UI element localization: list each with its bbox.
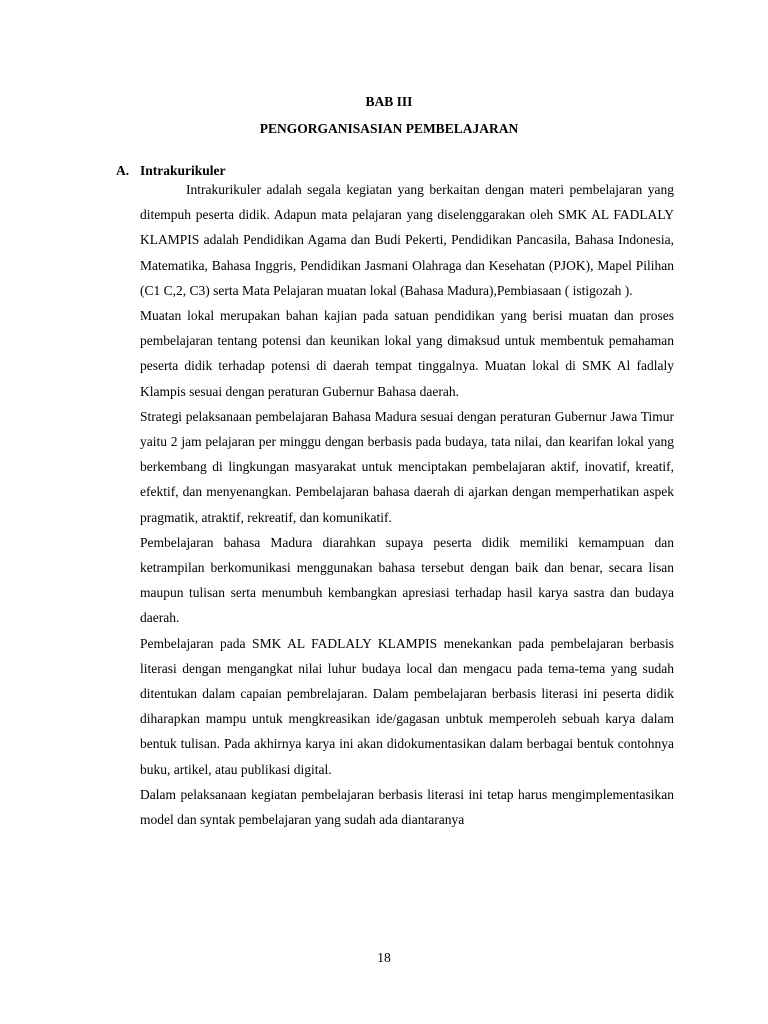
section-letter: A. bbox=[116, 163, 130, 178]
paragraph-muatan-lokal: Muatan lokal merupakan bahan kajian pada satuan pendidikan yang berisi muatan dan proses pembelajaran tentang potensi dan keunikan lokal yang dimaksud untuk membentuk pemahaman peserta didik terhadap potensi di daerah tempat tinggalnya. Muatan lokal di SMK Al fadlaly Klampis sesuai dengan peraturan Gubernur Bahasa daerah. bbox=[140, 308, 674, 399]
paragraph-strategi: Strategi pelaksanaan pembelajaran Bahasa Madura sesuai dengan peraturan Gubernur Jawa Timur yaitu 2 jam pelajaran per minggu dengan berbasis pada budaya, tata nilai, dan kearifan lokal yang berkembang di lingkungan masyarakat untuk menciptakan pembelajaran aktif, inovatif, kreatif, efektif, dan menyenangkan. Pembelajaran bahasa daerah di ajarkan dengan memperhatikan aspek pragmatik, atraktif, rekreatif, dan komunikatif. bbox=[140, 408, 674, 525]
paragraph-pelaksanaan: Dalam pelaksanaan kegiatan pembelajaran berbasis literasi ini tetap harus mengimplementasikan model dan syntak pembelajaran yang sudah ada diantaranya bbox=[140, 786, 674, 828]
page-number: 18 bbox=[377, 950, 391, 965]
chapter-title: PENGORGANISASIAN PEMBELAJARAN bbox=[259, 121, 519, 136]
paragraph-intrakurikuler: Intrakurikuler adalah segala kegiatan yang berkaitan dengan materi pembelajaran yang ditempuh peserta didik. Adapun mata pelajaran yang diselenggarakan oleh SMK AL FADLALY KLAMPIS adalah Pendidikan Agama dan Budi Pekerti, Pendidikan Pancasila, Bahasa Indonesia, Matematika, Bahasa Inggris, Pendidikan Jasmani Olahraga dan Kesehatan (PJOK), Mapel Pilihan (C1 C,2, C3) serta Mata Pelajaran muatan lokal (Bahasa Madura),Pembiasaan ( istigozah ). bbox=[140, 182, 674, 298]
chapter-number: BAB III bbox=[365, 94, 413, 109]
paragraph-literasi: Pembelajaran pada SMK AL FADLALY KLAMPIS menekankan pada pembelajaran berbasis literasi dengan mengangkat nilai luhur budaya local dan mengacu pada tema-tema yang sudah ditentukan dalam capaian pembrelajaran. Dalam pembelajaran berbasis literasi ini peserta didik diharapkan mampu untuk mengkreasikan ide/gagasan unbtuk memperoleh sebuah karya dalam bentuk tulisan. Pada akhirnya karya ini akan didokumentasikan dalam berbagai bentuk contohnya buku, artikel, atau publikasi digital. bbox=[140, 635, 674, 777]
paragraph-bahasa-madura: Pembelajaran bahasa Madura diarahkan supaya peserta didik memiliki kemampuan dan ketrampilan berkomunikasi menggunakan bahasa tersebut dengan baik dan benar, secara lisan maupun tulisan serta menumbuh kembangkan apresiasi terhadap hasil karya sastra dan budaya daerah. bbox=[140, 534, 674, 626]
body-text bbox=[140, 177, 674, 832]
section-title: Intrakurikuler bbox=[140, 163, 226, 178]
